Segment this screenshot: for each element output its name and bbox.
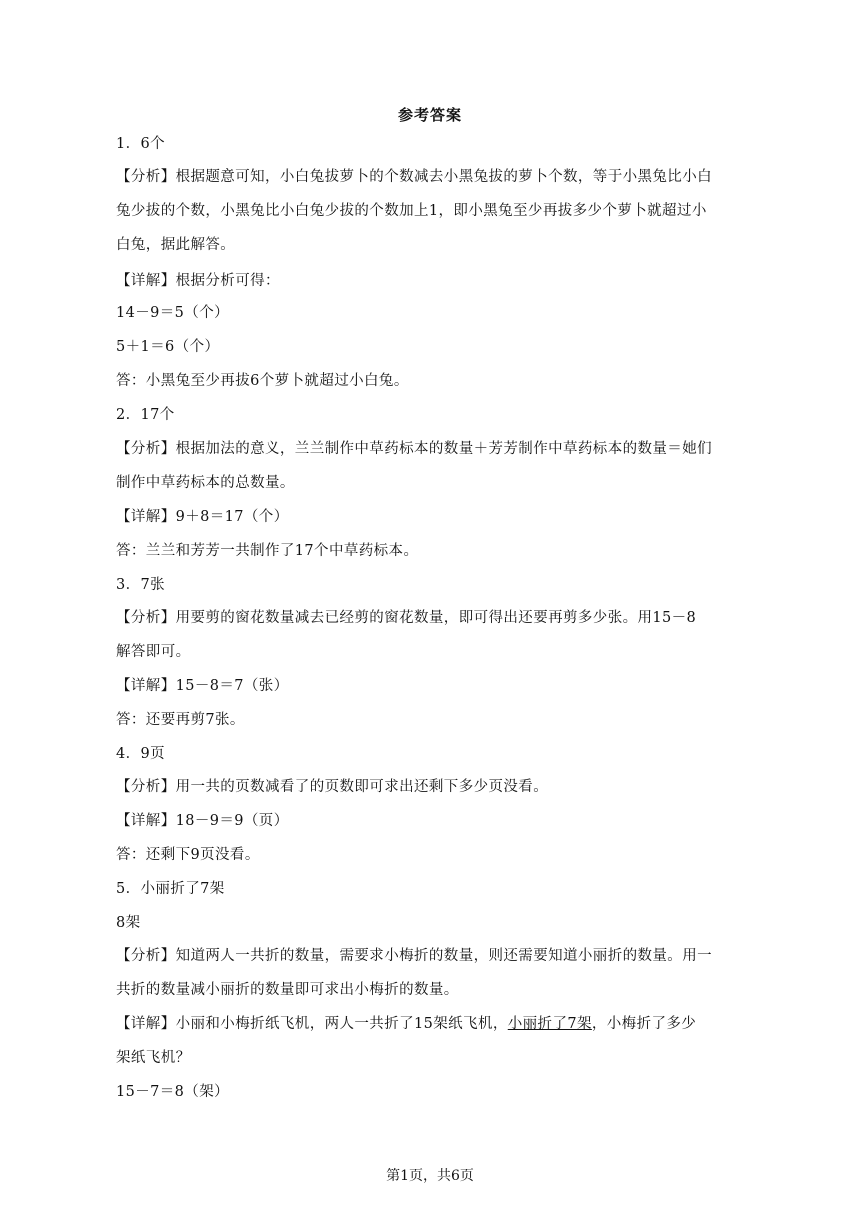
answer-4-analysis: 【分析】用一共的页数减看了的页数即可求出还剩下多少页没看。 <box>116 779 549 795</box>
answer-3-analysis-line-1: 【分析】用要剪的窗花数量减去已经剪的窗花数量，即可得出还要再剪多少张。用15－8 <box>116 610 697 626</box>
answer-1-analysis-line-1: 【分析】根据题意可知，小白兔拔萝卜的个数减去小黑兔拔的萝卜个数，等于小黑兔比小白 <box>116 169 712 185</box>
detail-text-after: ，小梅折了多少 <box>591 1016 697 1032</box>
answer-1-equation-1: 14－9＝5（个） <box>116 305 230 321</box>
answer-1-equation-2: 5＋1＝6（个） <box>116 339 220 355</box>
detail-text-before: 【详解】小丽和小梅折纸飞机，两人一共折了15架纸飞机， <box>116 1016 508 1032</box>
answer-5-detail-line-2: 架纸飞机？ <box>116 1050 191 1066</box>
answer-1-detail: 【详解】根据分析可得： <box>116 273 280 289</box>
answer-5-equation: 15－7＝8（架） <box>116 1084 230 1100</box>
answer-1-heading: 1．6个 <box>116 136 166 152</box>
answer-3-heading: 3．7张 <box>116 577 166 593</box>
answer-1-analysis-line-3: 白兔，据此解答。 <box>116 237 236 253</box>
answer-4-heading: 4．9页 <box>116 746 166 762</box>
answer-5-detail-line-1 <box>116 1013 748 1035</box>
page-footer: 第1页，共6页 <box>386 1168 474 1184</box>
page-title: 参考答案 <box>397 106 462 124</box>
answer-1-analysis-line-2: 兔少拔的个数，小黑兔比小白兔少拔的个数加上1，即小黑兔至少再拔多少个萝卜就超过小 <box>116 203 707 219</box>
answer-1-conclusion: 答：小黑兔至少再拔6个萝卜就超过小白兔。 <box>116 373 409 389</box>
answer-5-analysis-line-1: 【分析】知道两人一共折的数量，需要求小梅折的数量，则还需要知道小丽折的数量。用一 <box>116 948 712 964</box>
answer-2-detail: 【详解】9＋8＝17（个） <box>116 509 289 525</box>
answer-4-detail: 【详解】18－9＝9（页） <box>116 813 289 829</box>
answer-5-analysis-line-2: 共折的数量减小丽折的数量即可求出小梅折的数量。 <box>116 982 459 998</box>
answer-2-analysis-line-1: 【分析】根据加法的意义，兰兰制作中草药标本的数量＋芳芳制作中草药标本的数量＝她们 <box>116 441 712 457</box>
answer-3-detail: 【详解】15－8＝7（张） <box>116 678 289 694</box>
answer-2-analysis-line-2: 制作中草药标本的总数量。 <box>116 475 295 491</box>
answer-5-subanswer: 8架 <box>116 915 141 931</box>
answer-5-heading: 5．小丽折了7架 <box>116 881 225 897</box>
detail-underlined-text: 小丽折了7架 <box>507 1016 592 1032</box>
answer-4-conclusion: 答：还剩下9页没看。 <box>116 847 260 863</box>
answer-3-conclusion: 答：还要再剪7张。 <box>116 712 245 728</box>
answer-3-analysis-line-2: 解答即可。 <box>116 644 191 660</box>
answer-2-heading: 2．17个 <box>116 407 175 423</box>
answer-2-conclusion: 答：兰兰和芳芳一共制作了17个中草药标本。 <box>116 543 419 559</box>
